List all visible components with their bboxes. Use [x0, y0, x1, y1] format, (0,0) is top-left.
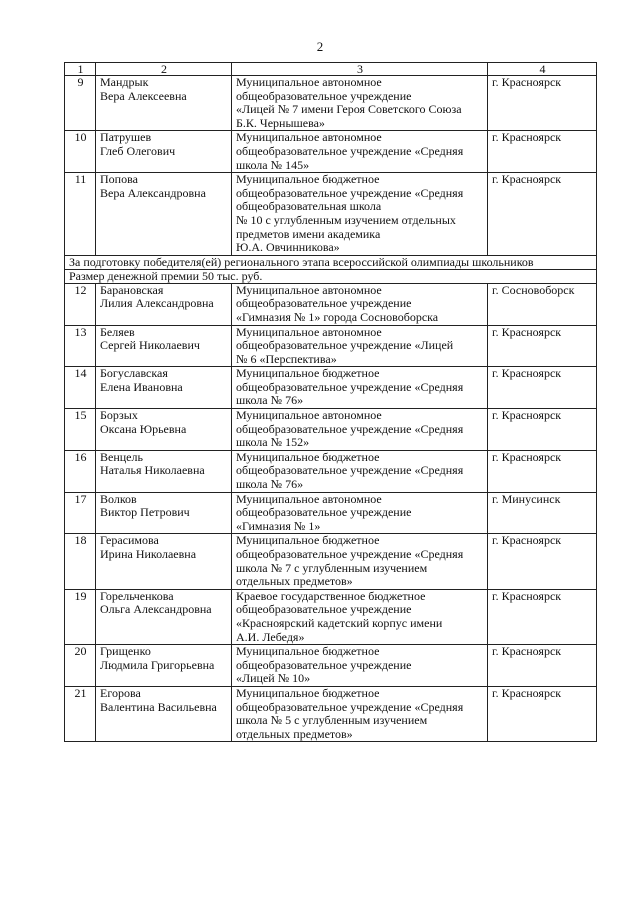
organization-line: Муниципальное бюджетное: [236, 172, 380, 187]
person-name: [96, 534, 232, 589]
section-title-row: [65, 255, 597, 269]
organization-line: общеобразовательное учреждение «Средняя: [236, 699, 464, 714]
person-name-line: Беляев: [100, 324, 135, 339]
organization-line: Муниципальное автономное: [236, 491, 382, 506]
organization-line: общеобразовательное учреждение «Лицей: [236, 338, 454, 353]
organization-line: школа № 145»: [236, 157, 310, 172]
organization-line: Краевое государственное бюджетное: [236, 588, 426, 603]
person-name-line: Елена Ивановна: [100, 379, 183, 394]
organization-line: общеобразовательное учреждение «Средняя: [236, 463, 464, 478]
city: г. Красноярск: [488, 645, 597, 687]
organization-line: общеобразовательное учреждение «Средняя: [236, 547, 464, 561]
city: г. Красноярск: [488, 450, 597, 492]
organization: [232, 686, 488, 741]
organization-line: № 6 «Перспектива»: [236, 351, 337, 366]
organization-line: общеобразовательное учреждение: [236, 88, 412, 103]
person-name-line: Лилия Александровна: [100, 296, 214, 311]
table-row: [65, 492, 597, 534]
person-name: [96, 367, 232, 409]
organization-line: Муниципальное автономное: [236, 408, 382, 423]
awards-table: [64, 62, 597, 742]
person-name-line: Грищенко: [100, 644, 151, 659]
organization-line: А.И. Лебедя»: [236, 629, 305, 644]
city: г. Красноярск: [488, 534, 597, 589]
person-name-line: Горельченкова: [100, 588, 174, 603]
person-name-line: Вера Александровна: [100, 185, 206, 200]
person-name-line: Венцель: [100, 449, 143, 464]
person-name-line: Валентина Васильевна: [100, 699, 217, 714]
organization: [232, 589, 488, 644]
organization-line: школа № 152»: [236, 435, 310, 450]
organization-line: «Лицей № 10»: [236, 671, 311, 686]
table-row: [65, 645, 597, 687]
column-header: 4: [488, 63, 597, 76]
row-number: 20: [65, 645, 96, 687]
person-name-line: Оксана Юрьевна: [100, 421, 187, 436]
organization: [232, 409, 488, 451]
person-name: [96, 409, 232, 451]
table-row: [65, 686, 597, 741]
column-header: 3: [232, 63, 488, 76]
city: г. Красноярск: [488, 325, 597, 367]
organization: [232, 76, 488, 131]
organization-line: «Красноярский кадетский корпус имени: [236, 615, 443, 630]
person-name-line: Наталья Николаевна: [100, 463, 205, 478]
table-row: [65, 450, 597, 492]
section-title: За подготовку победителя(ей) регионального этапа всероссийской олимпиады школьников: [65, 255, 597, 269]
person-name-line: Барановская: [100, 282, 164, 297]
person-name-line: Ольга Александровна: [100, 602, 212, 617]
person-name: [96, 283, 232, 325]
organization-line: «Гимназия № 1» города Сосновоборска: [236, 309, 439, 324]
column-header: 2: [96, 63, 232, 76]
row-number: 14: [65, 367, 96, 409]
city: г. Красноярск: [488, 173, 597, 256]
organization-line: Муниципальное автономное: [236, 282, 382, 297]
organization: [232, 492, 488, 534]
organization-line: общеобразовательное учреждение: [236, 602, 412, 617]
person-name-line: Глеб Олегович: [100, 143, 176, 158]
table-row: [65, 589, 597, 644]
row-number: 18: [65, 534, 96, 589]
organization: [232, 645, 488, 687]
organization-line: отдельных предметов»: [236, 574, 353, 589]
row-number: 9: [65, 76, 96, 131]
organization-line: школа № 7 с углубленным изучением: [236, 560, 428, 575]
organization-line: Б.К. Чернышева»: [236, 115, 325, 130]
person-name-line: Герасимова: [100, 533, 159, 548]
organization-line: общеобразовательное учреждение «Средняя: [236, 185, 464, 200]
person-name: [96, 492, 232, 534]
organization: [232, 283, 488, 325]
row-number: 21: [65, 686, 96, 741]
table-row: [65, 325, 597, 367]
organization-line: общеобразовательное учреждение: [236, 657, 412, 672]
organization: [232, 173, 488, 256]
organization-line: общеобразовательное учреждение «Средняя: [236, 421, 464, 436]
table-row: [65, 76, 597, 131]
organization-line: общеобразовательное учреждение: [236, 505, 412, 520]
table-row: [65, 367, 597, 409]
city: г. Красноярск: [488, 76, 597, 131]
table-header-row: [65, 63, 597, 76]
person-name: [96, 76, 232, 131]
city: г. Минусинск: [488, 492, 597, 534]
organization-line: «Лицей № 7 имени Героя Советского Союза: [236, 102, 462, 117]
organization-line: общеобразовательное учреждение: [236, 296, 412, 311]
city: г. Красноярск: [488, 409, 597, 451]
organization-line: общеобразовательное учреждение «Средняя: [236, 379, 464, 394]
person-name-line: Попова: [100, 172, 138, 187]
organization-line: школа № 76»: [236, 477, 304, 492]
organization-line: общеобразовательное учреждение «Средняя: [236, 143, 464, 158]
table-row: [65, 173, 597, 256]
organization: [232, 367, 488, 409]
row-number: 17: [65, 492, 96, 534]
organization-line: отдельных предметов»: [236, 726, 353, 741]
organization-line: предметов имени академика: [236, 226, 381, 241]
person-name-line: Волков: [100, 491, 137, 506]
organization: [232, 450, 488, 492]
organization-line: Муниципальное бюджетное: [236, 644, 380, 659]
person-name: [96, 450, 232, 492]
organization-line: школа № 76»: [236, 393, 304, 408]
row-number: 19: [65, 589, 96, 644]
person-name: [96, 645, 232, 687]
city: г. Красноярск: [488, 131, 597, 173]
row-number: 15: [65, 409, 96, 451]
person-name-line: Людмила Григорьевна: [100, 657, 215, 672]
organization-line: Муниципальное бюджетное: [236, 533, 380, 548]
section-prize-row: [65, 269, 597, 283]
organization: [232, 131, 488, 173]
person-name: [96, 686, 232, 741]
person-name: [96, 589, 232, 644]
organization-line: Муниципальное бюджетное: [236, 685, 380, 700]
page-number: 2: [316, 39, 324, 54]
organization-line: Ю.А. Овчинникова»: [236, 240, 340, 255]
organization-line: школа № 5 с углубленным изучением: [236, 713, 428, 728]
organization-line: № 10 с углубленным изучением отдельных: [236, 212, 456, 227]
person-name-line: Патрушев: [100, 130, 152, 145]
person-name-line: Егорова: [100, 685, 141, 700]
person-name-line: Мандрык: [100, 75, 149, 89]
row-number: 13: [65, 325, 96, 367]
organization: [232, 325, 488, 367]
organization-line: общеобразовательная школа: [236, 199, 382, 214]
person-name-line: Вера Алексеевна: [100, 88, 187, 103]
organization-line: Муниципальное бюджетное: [236, 449, 380, 464]
person-name-line: Сергей Николаевич: [100, 338, 200, 353]
row-number: 11: [65, 173, 96, 256]
person-name: [96, 131, 232, 173]
person-name-line: Виктор Петрович: [100, 505, 190, 520]
city: г. Красноярск: [488, 367, 597, 409]
organization-line: Муниципальное бюджетное: [236, 366, 380, 381]
table-row: [65, 409, 597, 451]
row-number: 16: [65, 450, 96, 492]
person-name-line: Богуславская: [100, 366, 168, 381]
table-row: [65, 534, 597, 589]
column-header: 1: [65, 63, 96, 76]
person-name: [96, 325, 232, 367]
city: г. Сосновоборск: [488, 283, 597, 325]
person-name: [96, 173, 232, 256]
table-row: [65, 283, 597, 325]
section-prize: Размер денежной премии 50 тыс. руб.: [65, 269, 597, 283]
person-name-line: Ирина Николаевна: [100, 547, 197, 561]
row-number: 12: [65, 283, 96, 325]
person-name-line: Борзых: [100, 408, 138, 423]
organization-line: Муниципальное автономное: [236, 324, 382, 339]
organization: [232, 534, 488, 589]
organization-line: Муниципальное автономное: [236, 130, 382, 145]
city: г. Красноярск: [488, 686, 597, 741]
table-row: [65, 131, 597, 173]
organization-line: «Гимназия № 1»: [236, 518, 321, 533]
city: г. Красноярск: [488, 589, 597, 644]
organization-line: Муниципальное автономное: [236, 75, 382, 89]
row-number: 10: [65, 131, 96, 173]
